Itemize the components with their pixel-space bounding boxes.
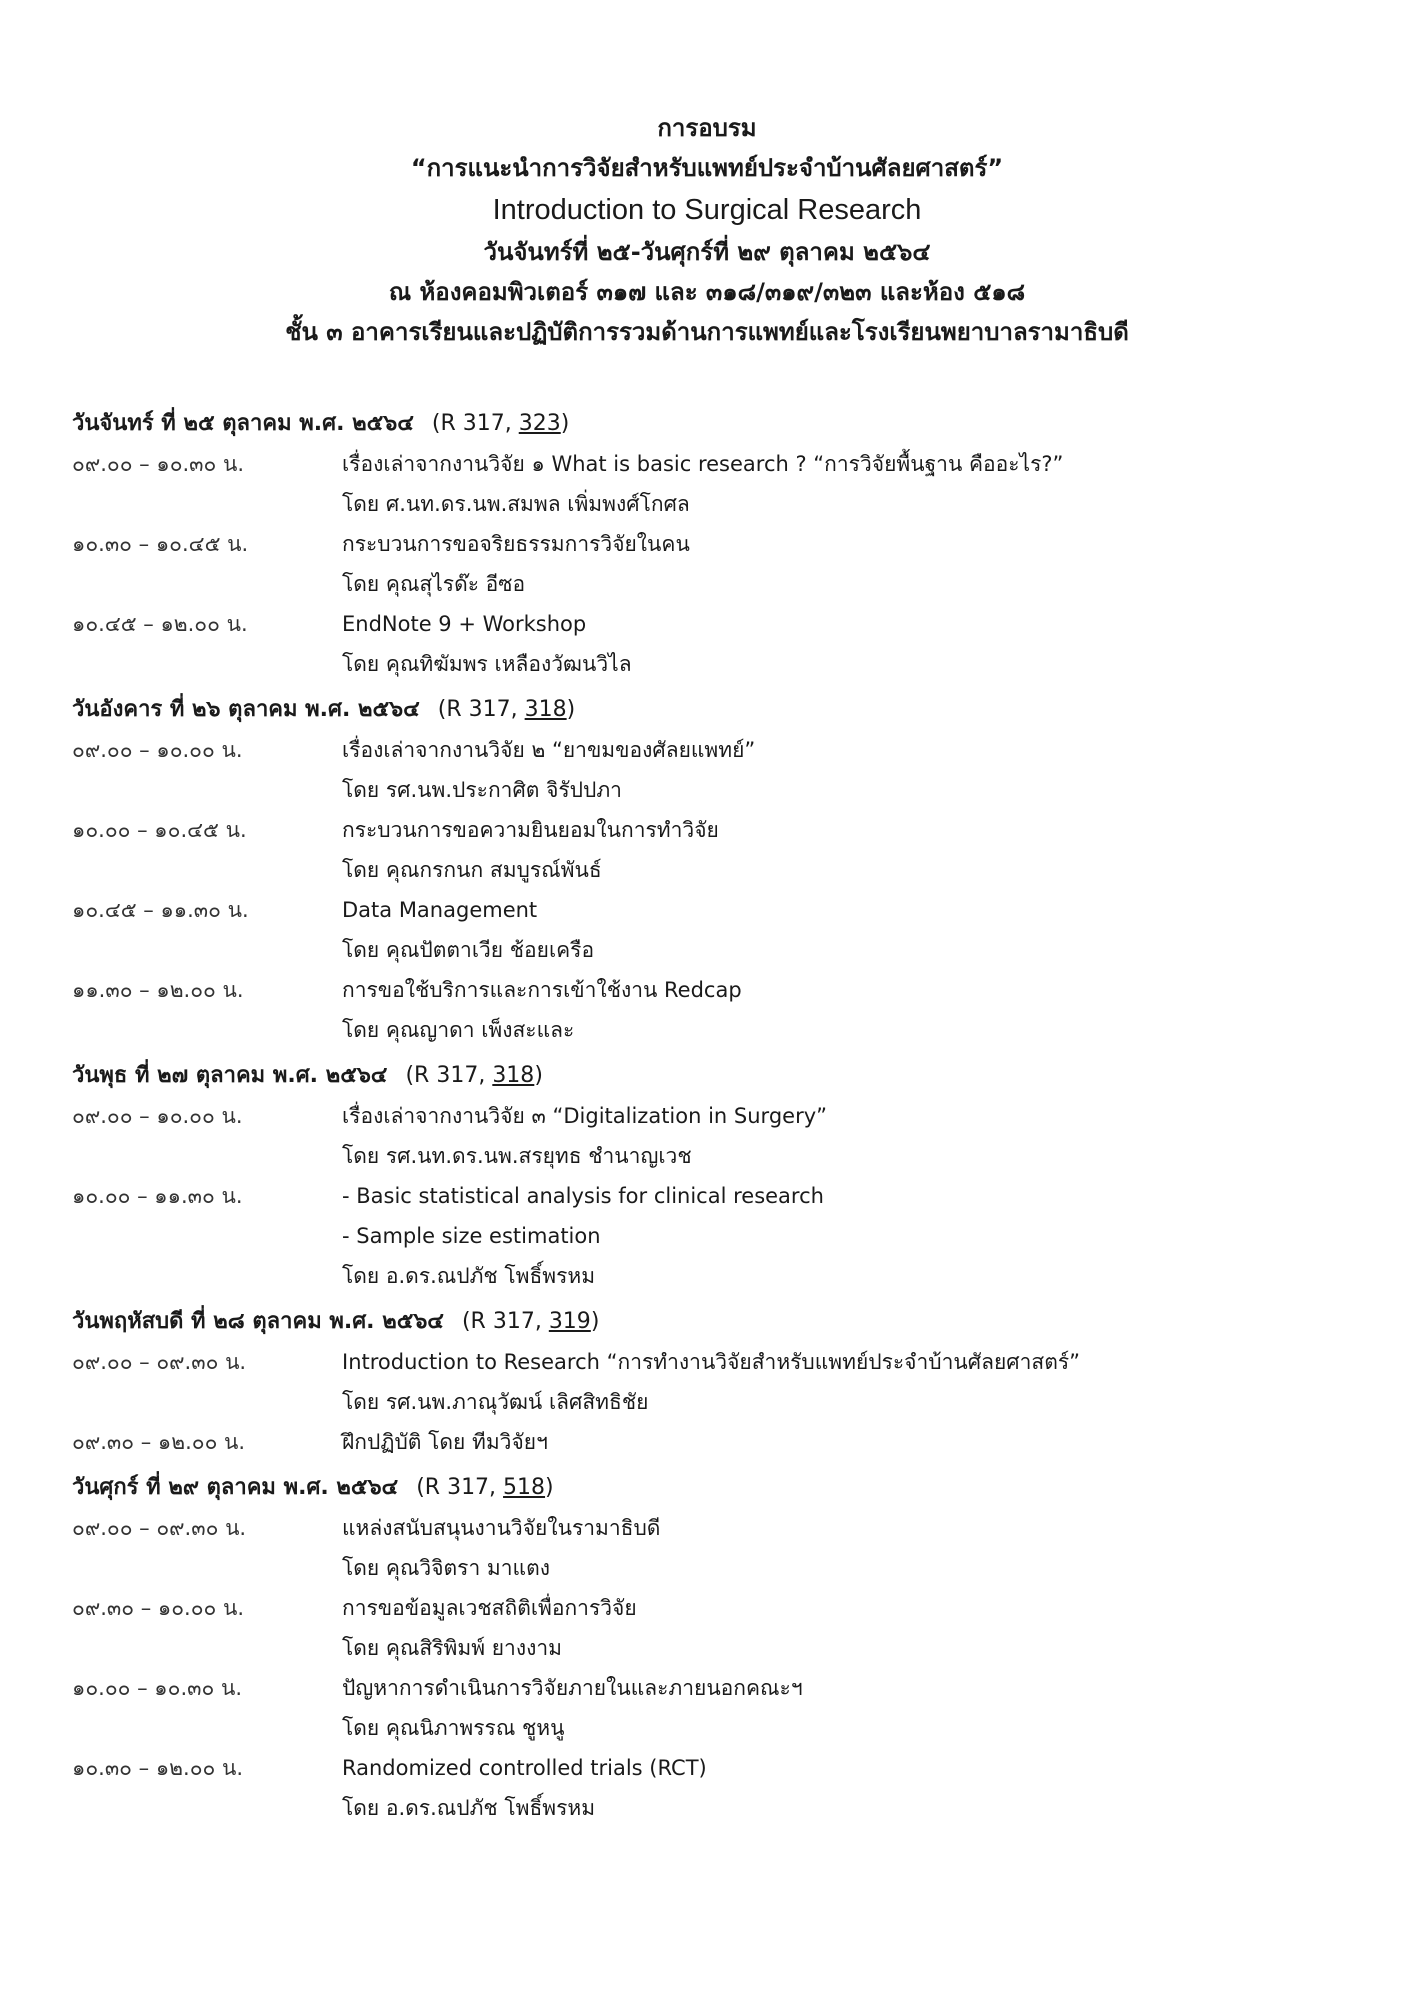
session-time: ๐๙.๐๐ – ๑๐.๐๐ น. [72,1104,243,1128]
session-time: ๑๐.๓๐ – ๑๐.๔๕ น. [72,532,249,556]
session-time: ๑๐.๔๕ – ๑๒.๐๐ น. [72,612,248,636]
course-title-english: Introduction to Surgical Research [492,194,922,226]
session-details [342,1176,1362,1296]
rooms-suffix: ) [560,411,570,436]
session-detail-line: โดย คุณญาดา เพ็งสะและ [342,1018,575,1042]
rooms-underlined: 319 [548,1309,591,1334]
session-topic: เรื่องเล่าจากงานวิจัย ๒ “ยาขมของศัลยแพทย์” [342,738,756,762]
session-topic: ฝึกปฏิบัติ โดย ทีมวิจัยฯ [342,1430,548,1454]
session-details [342,730,1362,810]
session-row [72,1588,1362,1668]
session-details [342,890,1362,970]
session-row [72,444,1362,524]
session-detail-line: โดย อ.ดร.ณปภัช โพธิ์พรหม [342,1264,596,1288]
session-time: ๐๙.๐๐ – ๐๙.๓๐ น. [72,1516,247,1540]
course-title-thai: “การแนะนำการวิจัยสำหรับแพทย์ประจำบ้านศัลยศาสตร์” [410,154,1004,182]
session-detail-line: - Sample size estimation [342,1224,601,1248]
schedule [72,404,1362,1834]
session-detail-line: โดย อ.ดร.ณปภัช โพธิ์พรหม [342,1796,596,1820]
day-rooms [405,1063,542,1088]
session-time: ๐๙.๐๐ – ๐๙.๓๐ น. [72,1350,247,1374]
session-details [342,970,1362,1050]
schedule-day [72,1302,1362,1462]
session-topic: เรื่องเล่าจากงานวิจัย ๓ “Digitalization in Surgery” [342,1104,828,1128]
day-heading-text: วันพุธ ที่ ๒๗ ตุลาคม พ.ศ. ๒๕๖๔ [72,1063,388,1088]
session-detail-line: โดย คุณสุไรด๊ะ อีซอ [342,572,526,596]
rooms-suffix: ) [566,697,576,722]
rooms-suffix: ) [590,1309,600,1334]
session-time: ๐๙.๓๐ – ๑๐.๐๐ น. [72,1596,245,1620]
session-detail-line: โดย รศ.นท.ดร.นพ.สรยุทธ ชำนาญเวช [342,1144,692,1168]
day-heading-text: วันจันทร์ ที่ ๒๕ ตุลาคม พ.ศ. ๒๕๖๔ [72,411,414,436]
session-topic: เรื่องเล่าจากงานวิจัย ๑ What is basic research ? “การวิจัยพื้นฐาน คืออะไร?” [342,452,1064,476]
rooms-suffix: ) [534,1063,543,1088]
session-time: ๑๑.๓๐ – ๑๒.๐๐ น. [72,978,244,1002]
schedule-day [72,690,1362,1050]
session-details [342,1508,1362,1588]
session-topic: Data Management [342,898,538,922]
session-time: ๑๐.๔๕ – ๑๑.๓๐ น. [72,898,249,922]
day-rooms [416,1475,553,1500]
rooms-prefix: (R 317, [431,411,519,436]
rooms-underlined: 318 [492,1063,535,1088]
day-heading [72,1468,1362,1508]
session-topic: - Basic statistical analysis for clinical research [342,1184,824,1208]
rooms-underlined: 518 [503,1475,546,1500]
day-rooms [462,1309,599,1334]
session-details [342,1588,1362,1668]
course-dates: วันจันทร์ที่ ๒๕-วันศุกร์ที่ ๒๙ ตุลาคม ๒๕๖๔ [483,238,931,266]
session-row [72,1422,1362,1462]
day-heading-text: วันศุกร์ ที่ ๒๙ ตุลาคม พ.ศ. ๒๕๖๔ [72,1475,399,1500]
day-heading-text: วันอังคาร ที่ ๒๖ ตุลาคม พ.ศ. ๒๕๖๔ [72,697,420,722]
session-detail-line: โดย คุณสิริพิมพ์ ยางงาม [342,1636,562,1660]
session-details [342,524,1362,604]
session-details [342,1422,1362,1462]
session-time: ๐๙.๐๐ – ๑๐.๓๐ น. [72,452,245,476]
session-row [72,1508,1362,1588]
session-detail-line: โดย คุณกรกนก สมบูรณ์พันธ์ [342,858,602,882]
schedule-day [72,1056,1362,1296]
rooms-suffix: ) [545,1475,554,1500]
session-topic: Randomized controlled trials (RCT) [342,1756,707,1780]
session-row [72,1096,1362,1176]
schedule-day [72,404,1362,684]
day-rooms [432,411,569,436]
day-heading [72,404,1362,444]
session-details [342,444,1362,524]
session-row [72,524,1362,604]
session-topic: EndNote 9 + Workshop [342,612,587,636]
session-detail-line: โดย รศ.นพ.ประกาศิต จิรัปปภา [342,778,622,802]
session-topic: Introduction to Research “การทำงานวิจัยสำหรับแพทย์ประจำบ้านศัลยศาสตร์” [342,1350,1080,1374]
day-rooms [438,697,575,722]
session-time: ๐๙.๐๐ – ๑๐.๐๐ น. [72,738,243,762]
session-topic: กระบวนการขอความยินยอมในการทำวิจัย [342,818,719,842]
session-topic: การขอใช้บริการและการเข้าใช้งาน Redcap [342,978,742,1002]
session-detail-line: โดย คุณวิจิตรา มาแตง [342,1556,550,1580]
rooms-underlined: 318 [524,697,567,722]
session-details [342,1748,1362,1828]
session-time: ๑๐.๐๐ – ๑๐.๔๕ น. [72,818,247,842]
day-heading [72,690,1362,730]
session-row [72,1176,1362,1296]
session-topic: การขอข้อมูลเวชสถิติเพื่อการวิจัย [342,1596,637,1620]
session-time: ๐๙.๓๐ – ๑๒.๐๐ น. [72,1430,246,1454]
session-row [72,1668,1362,1748]
session-row [72,890,1362,970]
session-time: ๑๐.๓๐ – ๑๒.๐๐ น. [72,1756,244,1780]
rooms-prefix: (R 317, [416,1475,504,1500]
training-label: การอบรม [657,114,757,142]
session-detail-line: โดย ศ.นท.ดร.นพ.สมพล เพิ่มพงศ์โกศล [342,492,690,516]
session-row [72,730,1362,810]
rooms-prefix: (R 317, [405,1063,493,1088]
session-time: ๑๐.๐๐ – ๑๐.๓๐ น. [72,1676,243,1700]
session-row [72,1342,1362,1422]
rooms-underlined: 323 [518,411,561,436]
session-details [342,1096,1362,1176]
session-details [342,1342,1362,1422]
session-details [342,1668,1362,1748]
session-topic: กระบวนการขอจริยธรรมการวิจัยในคน [342,532,690,556]
day-heading [72,1056,1362,1096]
course-building: ชั้น ๓ อาคารเรียนและปฏิบัติการรวมด้านการแพทย์และโรงเรียนพยาบาลรามาธิบดี [285,318,1129,346]
session-row [72,810,1362,890]
day-heading [72,1302,1362,1342]
session-details [342,604,1362,684]
session-topic: ปัญหาการดำเนินการวิจัยภายในและภายนอกคณะฯ [342,1676,803,1700]
rooms-prefix: (R 317, [461,1309,549,1334]
session-details [342,810,1362,890]
session-detail-line: โดย รศ.นพ.ภาณุวัฒน์ เลิศสิทธิชัย [342,1390,649,1414]
document-header [0,108,1414,352]
session-topic: แหล่งสนับสนุนงานวิจัยในรามาธิบดี [342,1516,661,1540]
session-detail-line: โดย คุณปัตตาเวีย ช้อยเครือ [342,938,595,962]
day-heading-text: วันพฤหัสบดี ที่ ๒๘ ตุลาคม พ.ศ. ๒๕๖๔ [72,1309,444,1334]
rooms-prefix: (R 317, [437,697,525,722]
session-row [72,1748,1362,1828]
course-rooms: ณ ห้องคอมพิวเตอร์ ๓๑๗ และ ๓๑๘/๓๑๙/๓๒๓ และห้อง ๕๑๘ [388,278,1026,306]
session-detail-line: โดย คุณนิภาพรรณ ชูหนู [342,1716,565,1740]
session-row [72,604,1362,684]
session-detail-line: โดย คุณทิฆัมพร เหลืองวัฒนวิไล [342,652,632,676]
session-time: ๑๐.๐๐ – ๑๑.๓๐ น. [72,1184,243,1208]
schedule-day [72,1468,1362,1828]
session-row [72,970,1362,1050]
